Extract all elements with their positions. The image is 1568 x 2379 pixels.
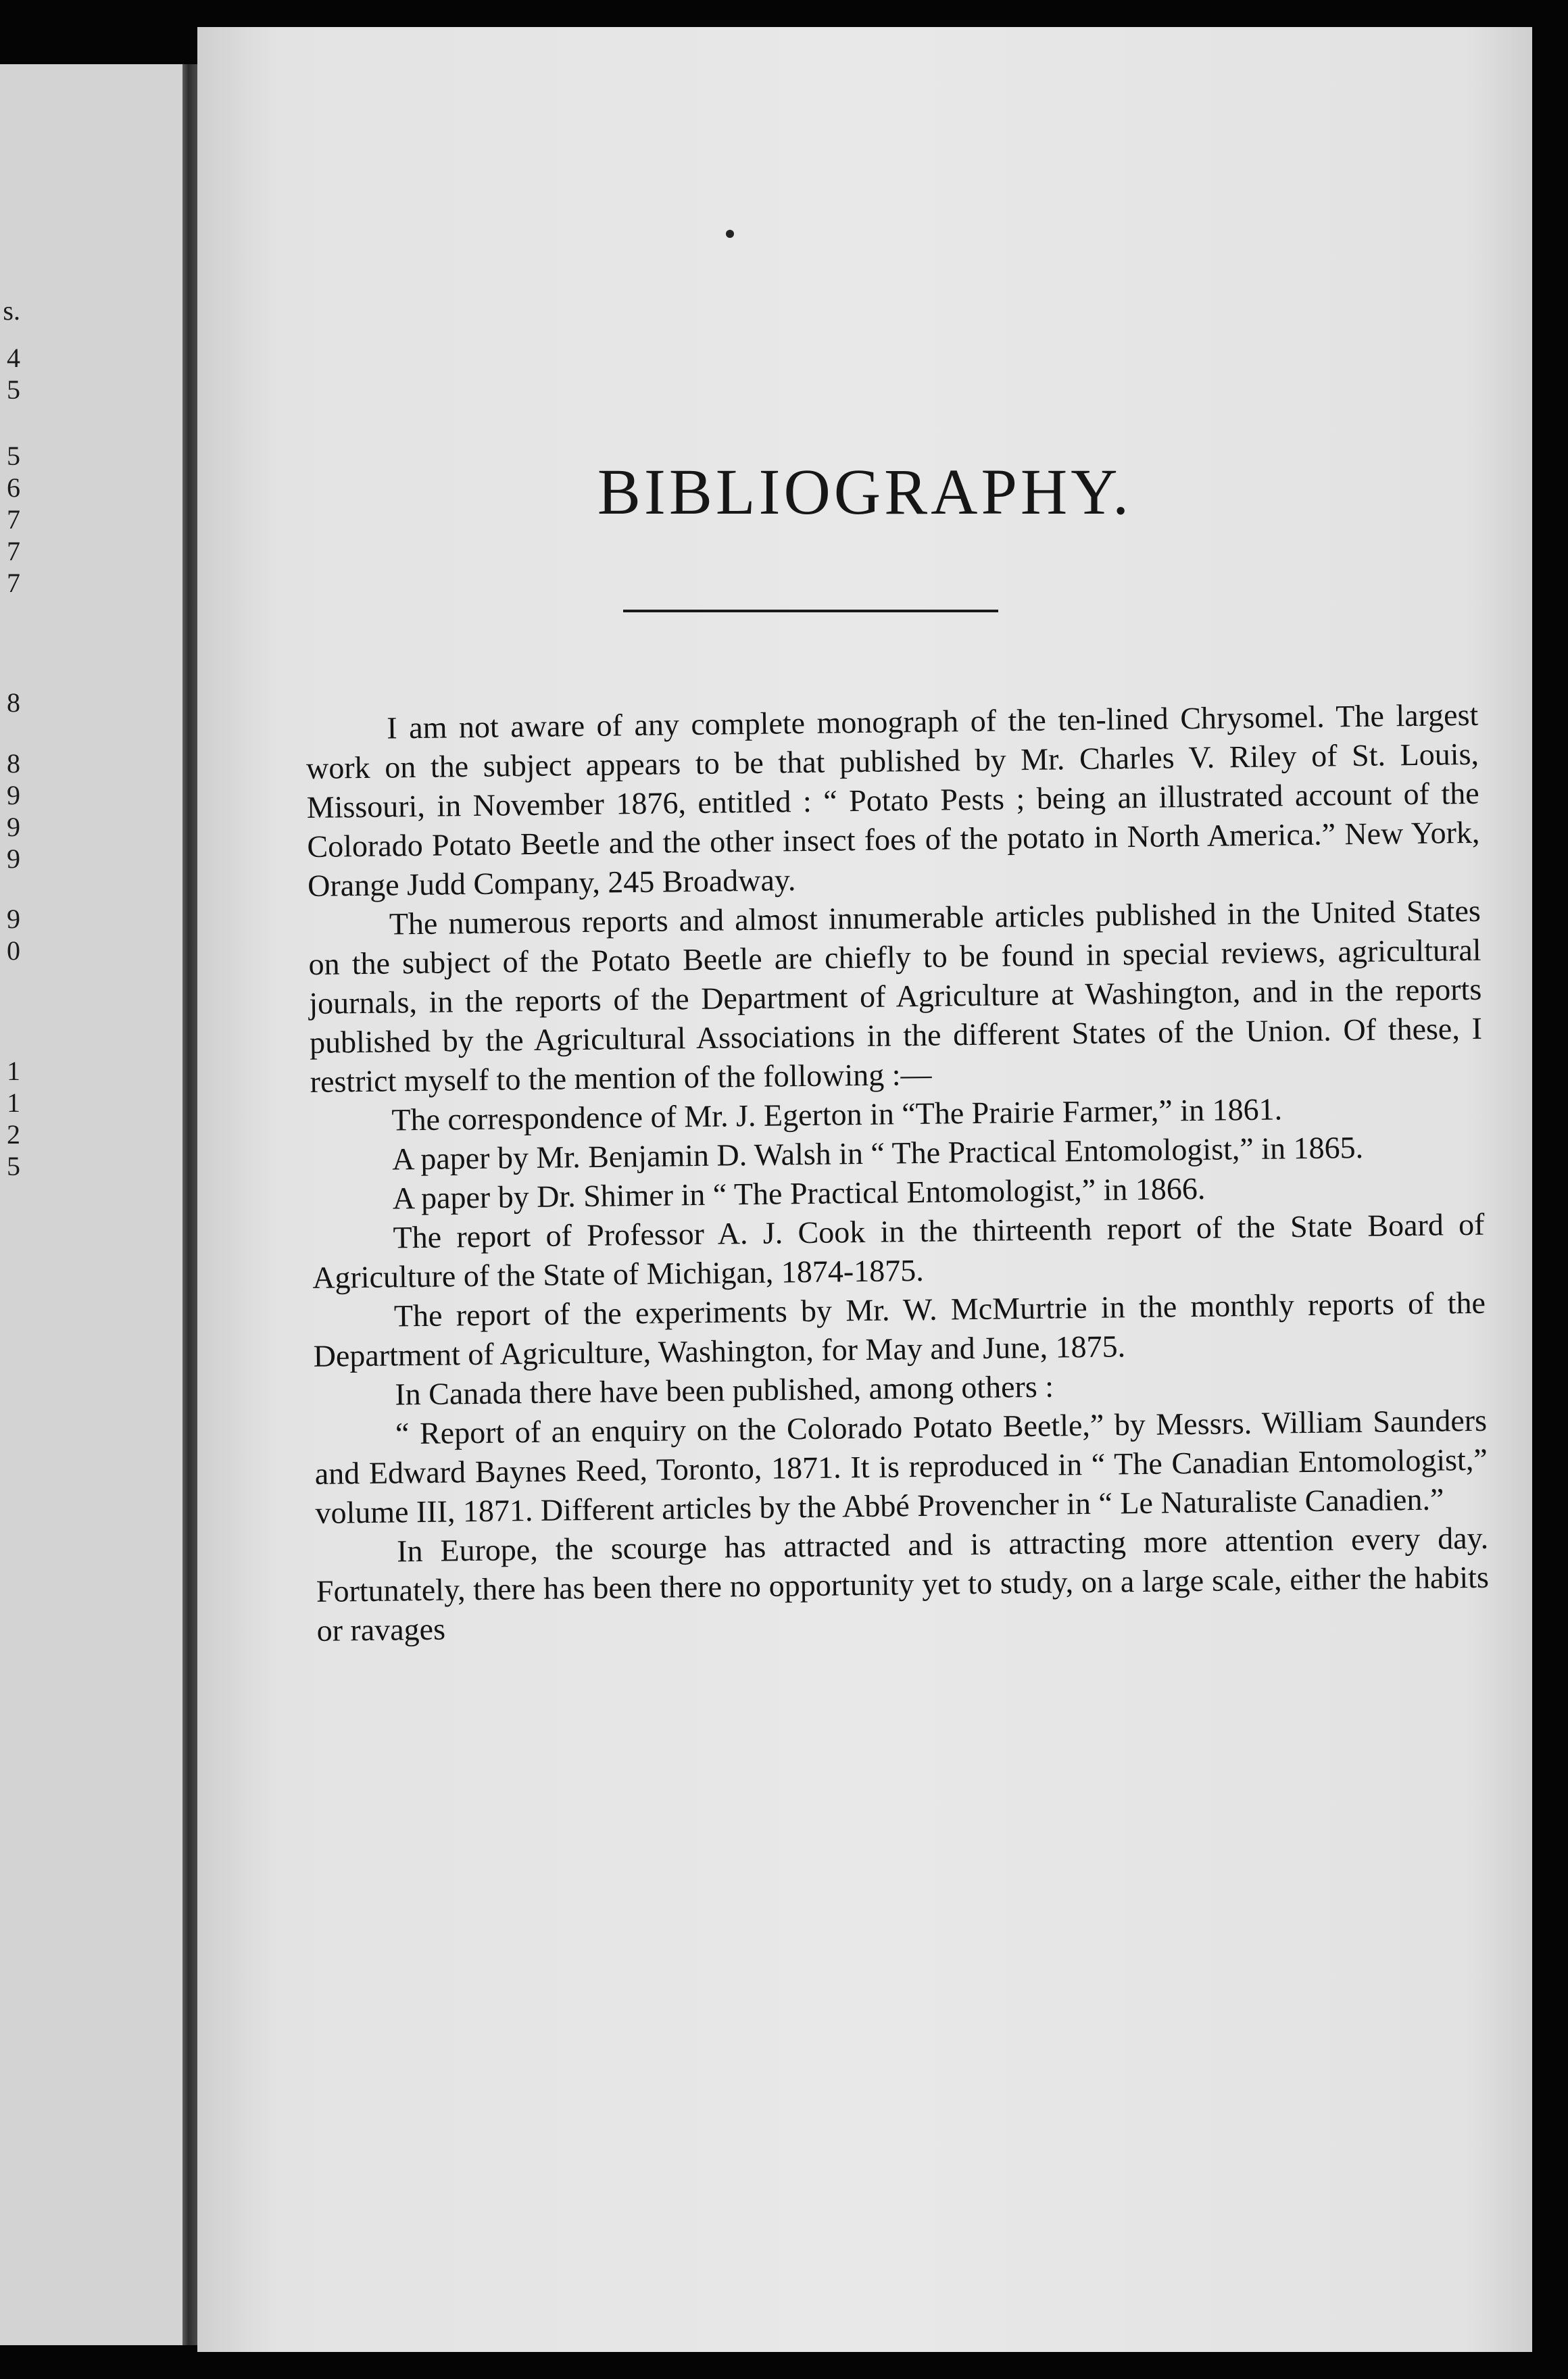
left-page-number: 4 — [7, 343, 20, 373]
left-page-number: 7 — [7, 568, 20, 598]
paragraph: A paper by Dr. Shimer in “ The Practical Entomologist,” in 1866. — [392, 1171, 1206, 1216]
left-page-number: 0 — [7, 935, 20, 966]
paragraph: The report of the experiments by Mr. W. McMurtrie in the monthly reports of the Department of Agriculture, Washington, for May and June, 1875. — [313, 1285, 1486, 1373]
ink-speck — [726, 230, 734, 238]
paragraph: The report of Professor A. J. Cook in the thirteenth report of the State Board of Agriculture of the State of Michigan, 1874-1875. — [312, 1206, 1485, 1295]
left-page-number: 9 — [7, 780, 20, 810]
paragraph: A paper by Mr. Benjamin D. Walsh in “ The Practical Entomologist,” in 1865. — [391, 1129, 1364, 1177]
book-gutter — [182, 64, 197, 2345]
left-page-fragment — [0, 64, 182, 2345]
page-title: BIBLIOGRAPHY. — [597, 456, 1133, 528]
paragraph: The correspondence of Mr. J. Egerton in “The Prairie Farmer,” in 1861. — [391, 1092, 1283, 1137]
left-page-number: 8 — [7, 687, 20, 718]
left-page-number: 1 — [7, 1087, 20, 1118]
left-page-number: 9 — [7, 812, 20, 842]
left-page-number: s. — [3, 295, 20, 326]
paragraph: The numerous reports and almost innumerable articles published in the United States on the subject of the Potato Beetle are chiefly to be found in special reviews, agricultural journals, in the reports of the Department of Agriculture at Washington, and in the reports published by the Agricultural Associations in the different States of the Union. Of these, I restrict myself to the mention of the following :— — [308, 893, 1483, 1099]
title-rule — [623, 610, 998, 612]
left-page-number: 7 — [7, 504, 20, 535]
paragraph: “ Report of an enquiry on the Colorado Potato Beetle,” by Messrs. William Saunders and Edward Baynes Reed, Toronto, 1871. It is reproduced in “ The Canadian Entomologist,” volume III, 1871. Different articles by the Abbé Provencher in “ Le Naturaliste Canadien.” — [314, 1402, 1488, 1530]
main-page — [197, 27, 1532, 2352]
paragraph: In Canada there have been published, among others : — [395, 1369, 1054, 1412]
left-page-number: 5 — [7, 374, 20, 405]
left-page-number: 5 — [7, 441, 20, 471]
left-page-number: 2 — [7, 1119, 20, 1150]
left-page-number: 5 — [7, 1151, 20, 1181]
left-page-number: 7 — [7, 536, 20, 566]
paragraph: In Europe, the scourge has attracted and is attracting more attention every day. Fortunately, there has been there no opportunity yet to study, on a large scale, either the habits or ravages — [316, 1520, 1490, 1648]
body-text — [305, 695, 1490, 1650]
left-page-number: 6 — [7, 472, 20, 503]
left-page-number: 8 — [7, 748, 20, 779]
left-page-number: 9 — [7, 843, 20, 874]
left-page-number: 9 — [7, 904, 20, 934]
paragraph: I am not aware of any complete monograph of the ten-lined Chrysomel. The largest work on the subject appears to be that published by Mr. Charles V. Riley of St. Louis, Missouri, in November 1876, entitled : “ Potato Pests ; being an illustrated account of the Colorado Potato Beetle and the other insect foes of the potato in North America.” New York, Orange Judd Company, 245 Broadway. — [305, 697, 1480, 903]
left-page-number: 1 — [7, 1056, 20, 1086]
